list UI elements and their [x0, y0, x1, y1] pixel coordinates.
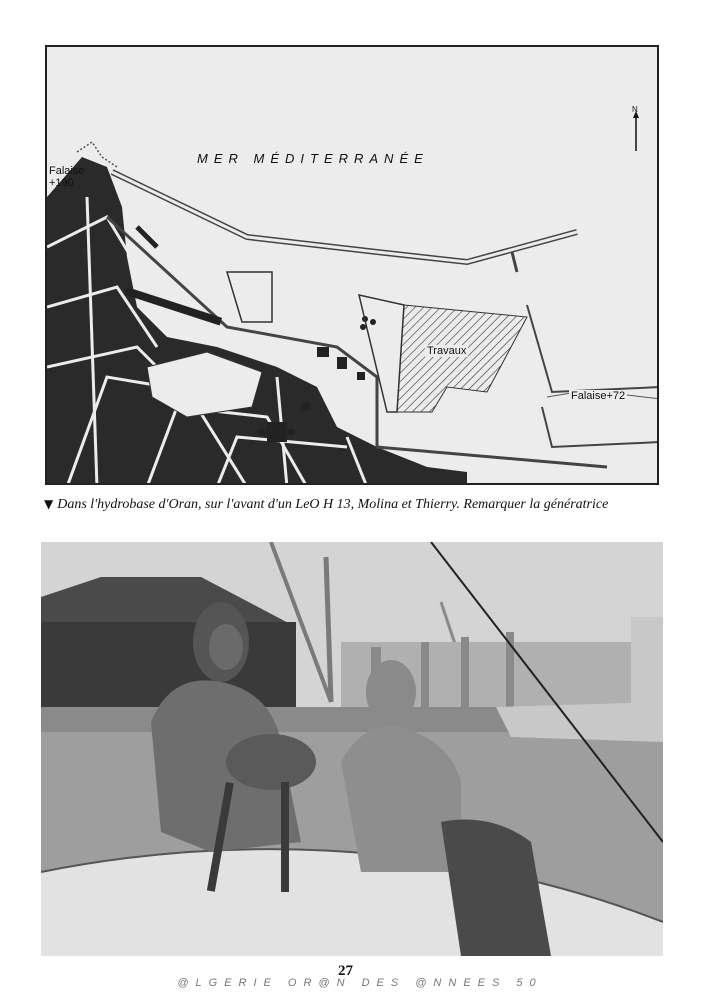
cliff-label-top-left	[49, 165, 91, 189]
footer-text: @LGERIE OR@N DES @NNEES 50	[177, 977, 543, 989]
north-label: N	[632, 105, 638, 114]
map-drawing	[47, 47, 659, 485]
works-label: Travaux	[427, 345, 467, 357]
cliff-label-top-left-height: +190	[49, 177, 74, 189]
page-number: 27	[338, 963, 353, 979]
harbor-map	[45, 45, 659, 485]
cliff-label-top-left-name: Falaise	[49, 165, 85, 177]
photo-caption	[44, 497, 664, 513]
works-area	[397, 305, 527, 412]
cliff-label-right: Falaise+72	[571, 390, 626, 402]
caption-marker: ▼	[44, 497, 54, 511]
photo-illustration	[41, 542, 663, 956]
sea-label: MER MÉDITERRANÉE	[197, 151, 429, 166]
seaplane-photo	[41, 542, 663, 956]
caption-text: Dans l'hydrobase d'Oran, sur l'avant d'un LeO H 13, Molina et Thierry. Remarquer la génératrice	[57, 497, 609, 512]
